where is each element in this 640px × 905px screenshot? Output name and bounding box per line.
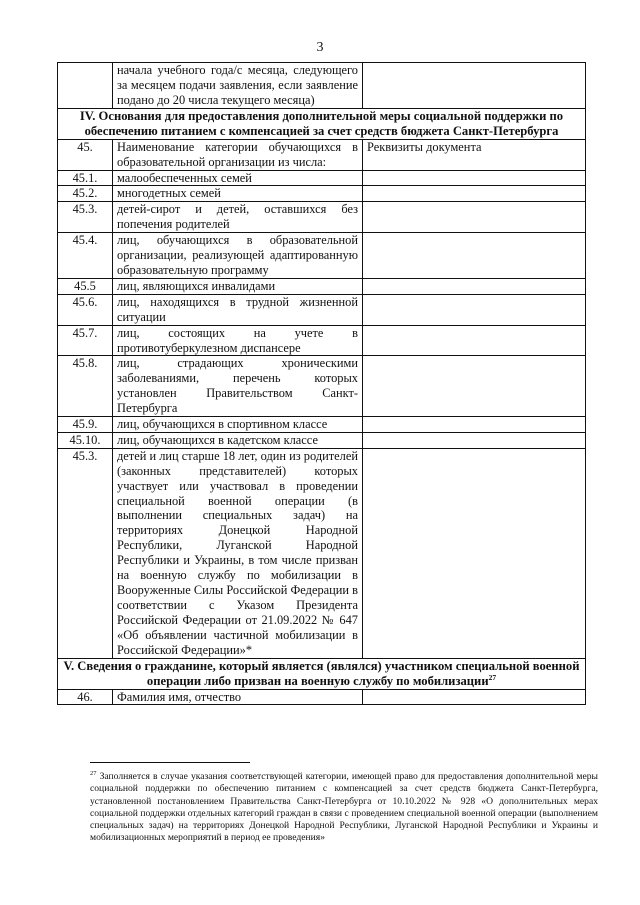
row-number: 46. xyxy=(58,689,113,705)
row-number: 45. xyxy=(58,139,113,170)
section-5-title-text: V. Сведения о гражданине, который является (являлся) участником специальной военной операции либо призван на военную службу по мобилизации xyxy=(63,658,580,688)
footnote-marker: 27 xyxy=(90,769,97,777)
row-number: 45.6. xyxy=(58,294,113,325)
table-row xyxy=(58,186,586,202)
table-row xyxy=(58,448,586,658)
table-row xyxy=(58,139,586,170)
row-description: лиц, обучающихся в кадетском классе xyxy=(113,432,363,448)
section-header-row xyxy=(58,658,586,689)
row-number-cell xyxy=(58,63,113,109)
requisites-cell[interactable] xyxy=(363,356,586,417)
requisites-cell[interactable] xyxy=(363,294,586,325)
requisites-cell[interactable] xyxy=(363,170,586,186)
page-number: 3 xyxy=(316,40,324,55)
row-number: 45.1. xyxy=(58,170,113,186)
row-number: 45.8. xyxy=(58,356,113,417)
section-header-row xyxy=(58,108,586,139)
requisites-cell[interactable] xyxy=(363,325,586,356)
requisites-cell[interactable] xyxy=(363,186,586,202)
row-description: лиц, обучающихся в спортивном классе xyxy=(113,417,363,433)
row-description: лиц, страдающих хроническими заболеваниями, перечень которых установлен Правительством Санкт-Петербурга xyxy=(113,356,363,417)
row-description: многодетных семей xyxy=(113,186,363,202)
row-number: 45.3. xyxy=(58,202,113,233)
row-number: 45.4. xyxy=(58,233,113,279)
row-description: лиц, являющихся инвалидами xyxy=(113,278,363,294)
section-4-title: IV. Основания для предоставления дополнительной меры социальной поддержки по обеспечению питанием с компенсацией за счет средств бюджета Санкт-Петербурга xyxy=(58,108,586,139)
table-row xyxy=(58,417,586,433)
table-row xyxy=(58,202,586,233)
row-number: 45.2. xyxy=(58,186,113,202)
requisites-cell[interactable] xyxy=(363,448,586,658)
table-row xyxy=(58,356,586,417)
requisites-header: Реквизиты документа xyxy=(363,139,586,170)
application-form-table xyxy=(57,62,586,705)
footnote-reference: 27 xyxy=(488,672,497,682)
requisites-cell[interactable] xyxy=(363,417,586,433)
section-5-title xyxy=(58,658,586,689)
requisites-cell[interactable] xyxy=(363,63,586,109)
row-description: детей и лиц старше 18 лет, один из родителей (законных представителей) которых участвует или участвовал в проведении специальной военной операции (в выполнении специальных задач) на территориях Донецкой Народной Республики, Луганской Народной Республики и Украины, в том числе призван на военную службу по мобилизации в Вооруженные Силы Российской Федерации в соответствии с Указом Президента Российской Федерации от 21.09.2022 № 647 «Об объявлении частичной мобилизации в Российской Федерации»* xyxy=(113,448,363,658)
table-row xyxy=(58,294,586,325)
requisites-cell[interactable] xyxy=(363,278,586,294)
table-row xyxy=(58,233,586,279)
footnote xyxy=(90,771,598,845)
requisites-cell[interactable] xyxy=(363,233,586,279)
row-description: лиц, состоящих на учете в противотуберкулезном диспансере xyxy=(113,325,363,356)
row-number: 45.9. xyxy=(58,417,113,433)
row-number: 45.7. xyxy=(58,325,113,356)
row-description: лиц, обучающихся в образовательной организации, реализующей адаптированную образовательную программу xyxy=(113,233,363,279)
table-row xyxy=(58,278,586,294)
table-row xyxy=(58,325,586,356)
full-name-field[interactable] xyxy=(363,689,586,705)
row-description: детей-сирот и детей, оставшихся без попечения родителей xyxy=(113,202,363,233)
row-description: Фамилия имя, отчество xyxy=(113,689,363,705)
row-description: лиц, находящихся в трудной жизненной ситуации xyxy=(113,294,363,325)
row-description: начала учебного года/с месяца, следующего за месяцем подачи заявления, если заявление подано до 20 числа текущего месяца) xyxy=(113,63,363,109)
row-description: Наименование категории обучающихся в образовательной организации из числа: xyxy=(113,139,363,170)
table-row xyxy=(58,689,586,705)
requisites-cell[interactable] xyxy=(363,202,586,233)
row-description: малообеспеченных семей xyxy=(113,170,363,186)
footnote-text: Заполняется в случае указания соответствующей категории, имеющей право для предоставления дополнительной меры социальной поддержки по обеспечению питанием с компенсацией за счет средств бюджета Санкт-Петербурга, установленной постановлением Правительства Санкт-Петербурга от 10.10.2022 № 928 «О дополнительных мерах социальной поддержки отдельных категорий граждан в связи с проведением специальной военной операции (выполнением специальных задач) на территориях Донецкой Народной Республики, Луганской Народной Республики и Украины и мобилизационных мероприятий в период ее проведения» xyxy=(90,771,598,844)
footnote-separator xyxy=(90,762,250,763)
table-row xyxy=(58,63,586,109)
requisites-cell[interactable] xyxy=(363,432,586,448)
table-row xyxy=(58,432,586,448)
row-number: 45.5 xyxy=(58,278,113,294)
row-number: 45.3. xyxy=(58,448,113,658)
table-row xyxy=(58,170,586,186)
row-number: 45.10. xyxy=(58,432,113,448)
